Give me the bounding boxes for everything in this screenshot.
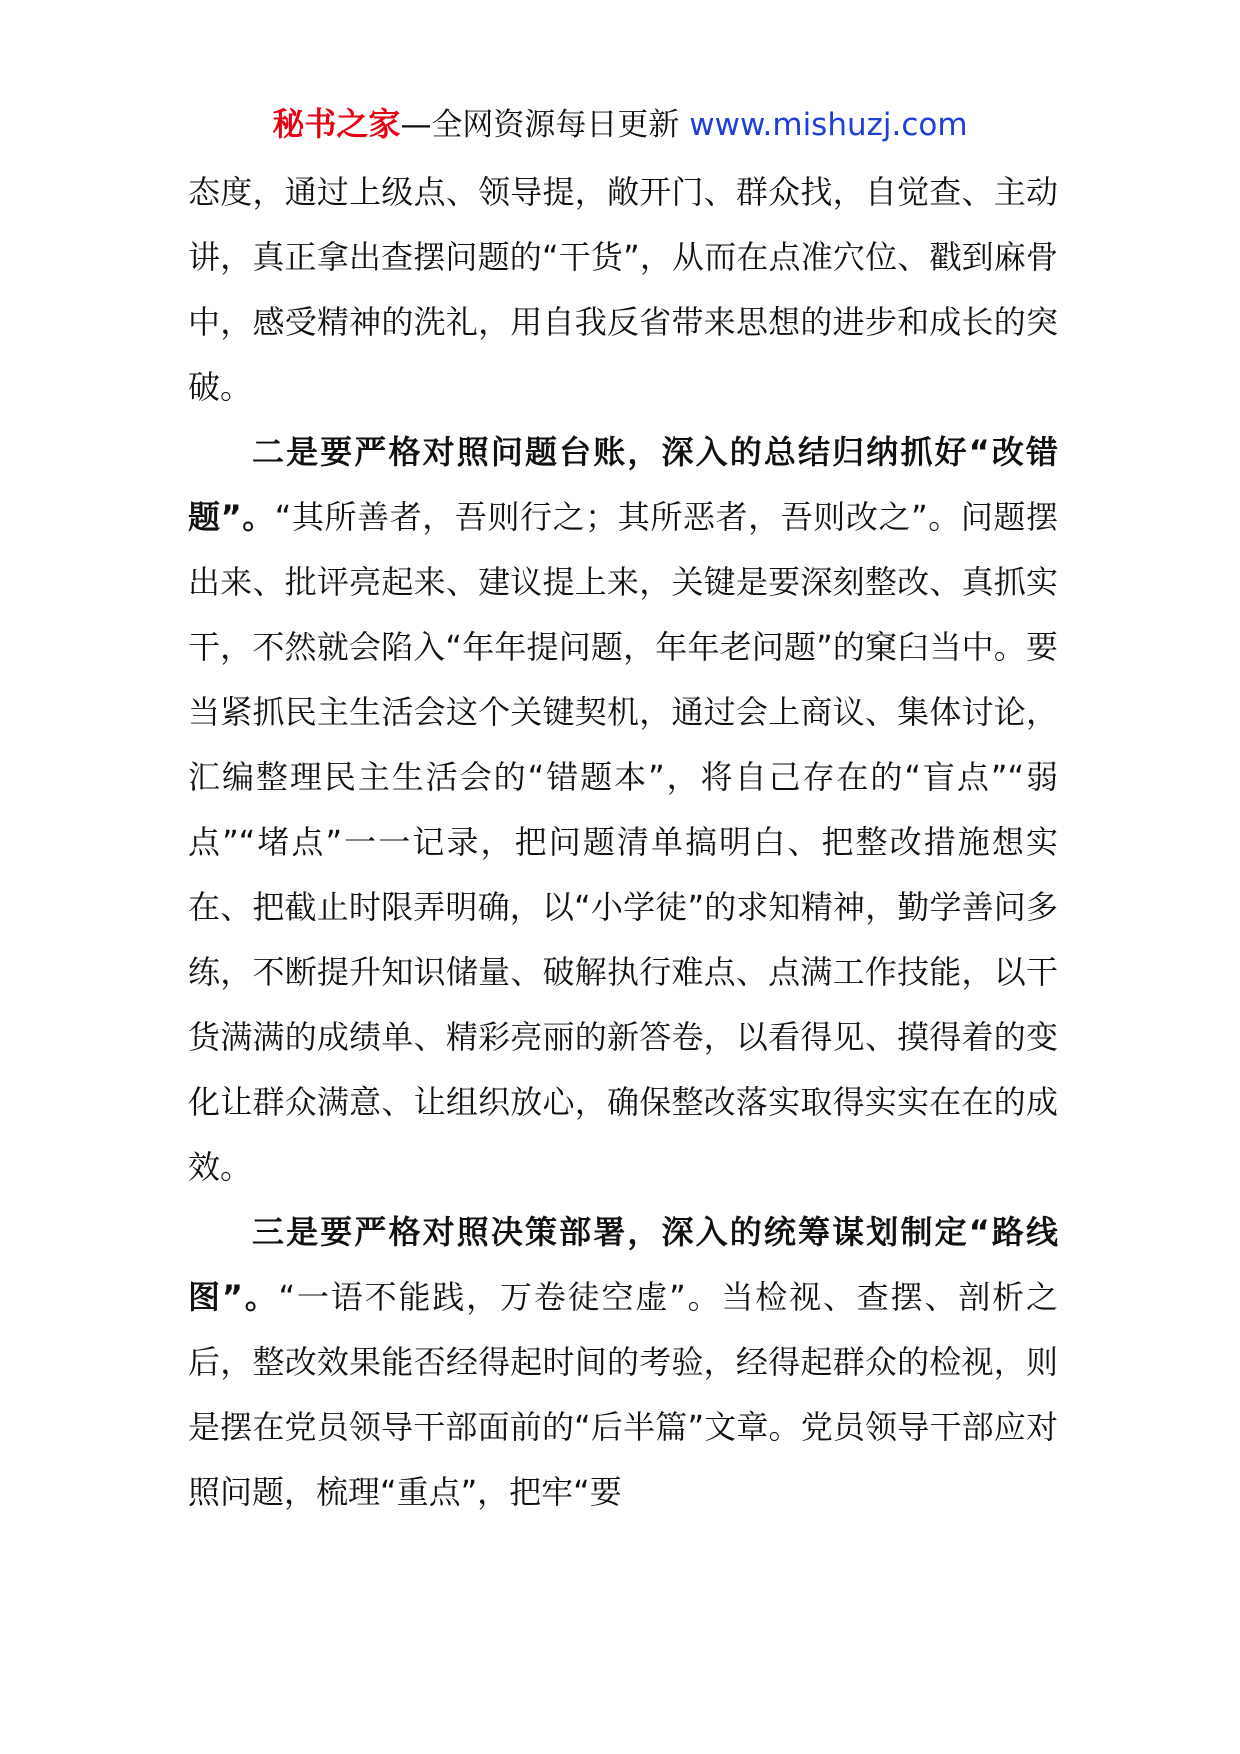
paragraph-lead-heading: 三是要严格对照决策部署，深入的统筹谋划制定“路线图”。 bbox=[188, 1213, 1058, 1316]
paragraph-point-three bbox=[188, 1200, 1058, 1525]
site-brand: 秘书之家 bbox=[272, 105, 401, 143]
paragraph-text: “一语不能践，万卷徒空虚”。当检视、查摆、剖析之后，整改效果能否经得起时间的考验，经得起群众的检视，则是摆在党员领导干部面前的“后半篇”文章。党员领导干部应对照问题，梳理“重点”，把牢“要 bbox=[188, 1278, 1058, 1511]
site-header bbox=[0, 100, 1240, 149]
site-slogan: —全网资源每日更新 bbox=[400, 107, 690, 143]
paragraph-lead-heading: 二是要严格对照问题台账，深入的总结归纳抓好“改错题”。 bbox=[188, 433, 1058, 536]
paragraph-continuation bbox=[188, 160, 1058, 420]
paragraph-text: 态度，通过上级点、领导提，敞开门、群众找，自觉查、主动讲，真正拿出查摆问题的“干货”，从而在点准穴位、戳到麻骨中，感受精神的洗礼，用自我反省带来思想的进步和成长的突破。 bbox=[188, 173, 1058, 406]
paragraph-point-two bbox=[188, 420, 1058, 1200]
site-url-link[interactable]: www.mishuzj.com bbox=[689, 107, 968, 143]
document-body bbox=[188, 160, 1058, 1525]
paragraph-text: “其所善者，吾则行之；其所恶者，吾则改之”。问题摆出来、批评亮起来、建议提上来，关键是要深刻整改、真抓实干，不然就会陷入“年年提问题，年年老问题”的窠臼当中。要当紧抓民主生活会这个关键契机，通过会上商议、集体讨论，汇编整理民主生活会的“错题本”，将自己存在的“盲点”“弱点”“堵点”一一记录，把问题清单搞明白、把整改措施想实在、把截止时限弄明确，以“小学徒”的求知精神，勤学善问多练，不断提升知识储量、破解执行难点、点满工作技能，以干货满满的成绩单、精彩亮丽的新答卷，以看得见、摸得着的变化让群众满意、让组织放心，确保整改落实取得实实在在的成效。 bbox=[188, 498, 1058, 1186]
